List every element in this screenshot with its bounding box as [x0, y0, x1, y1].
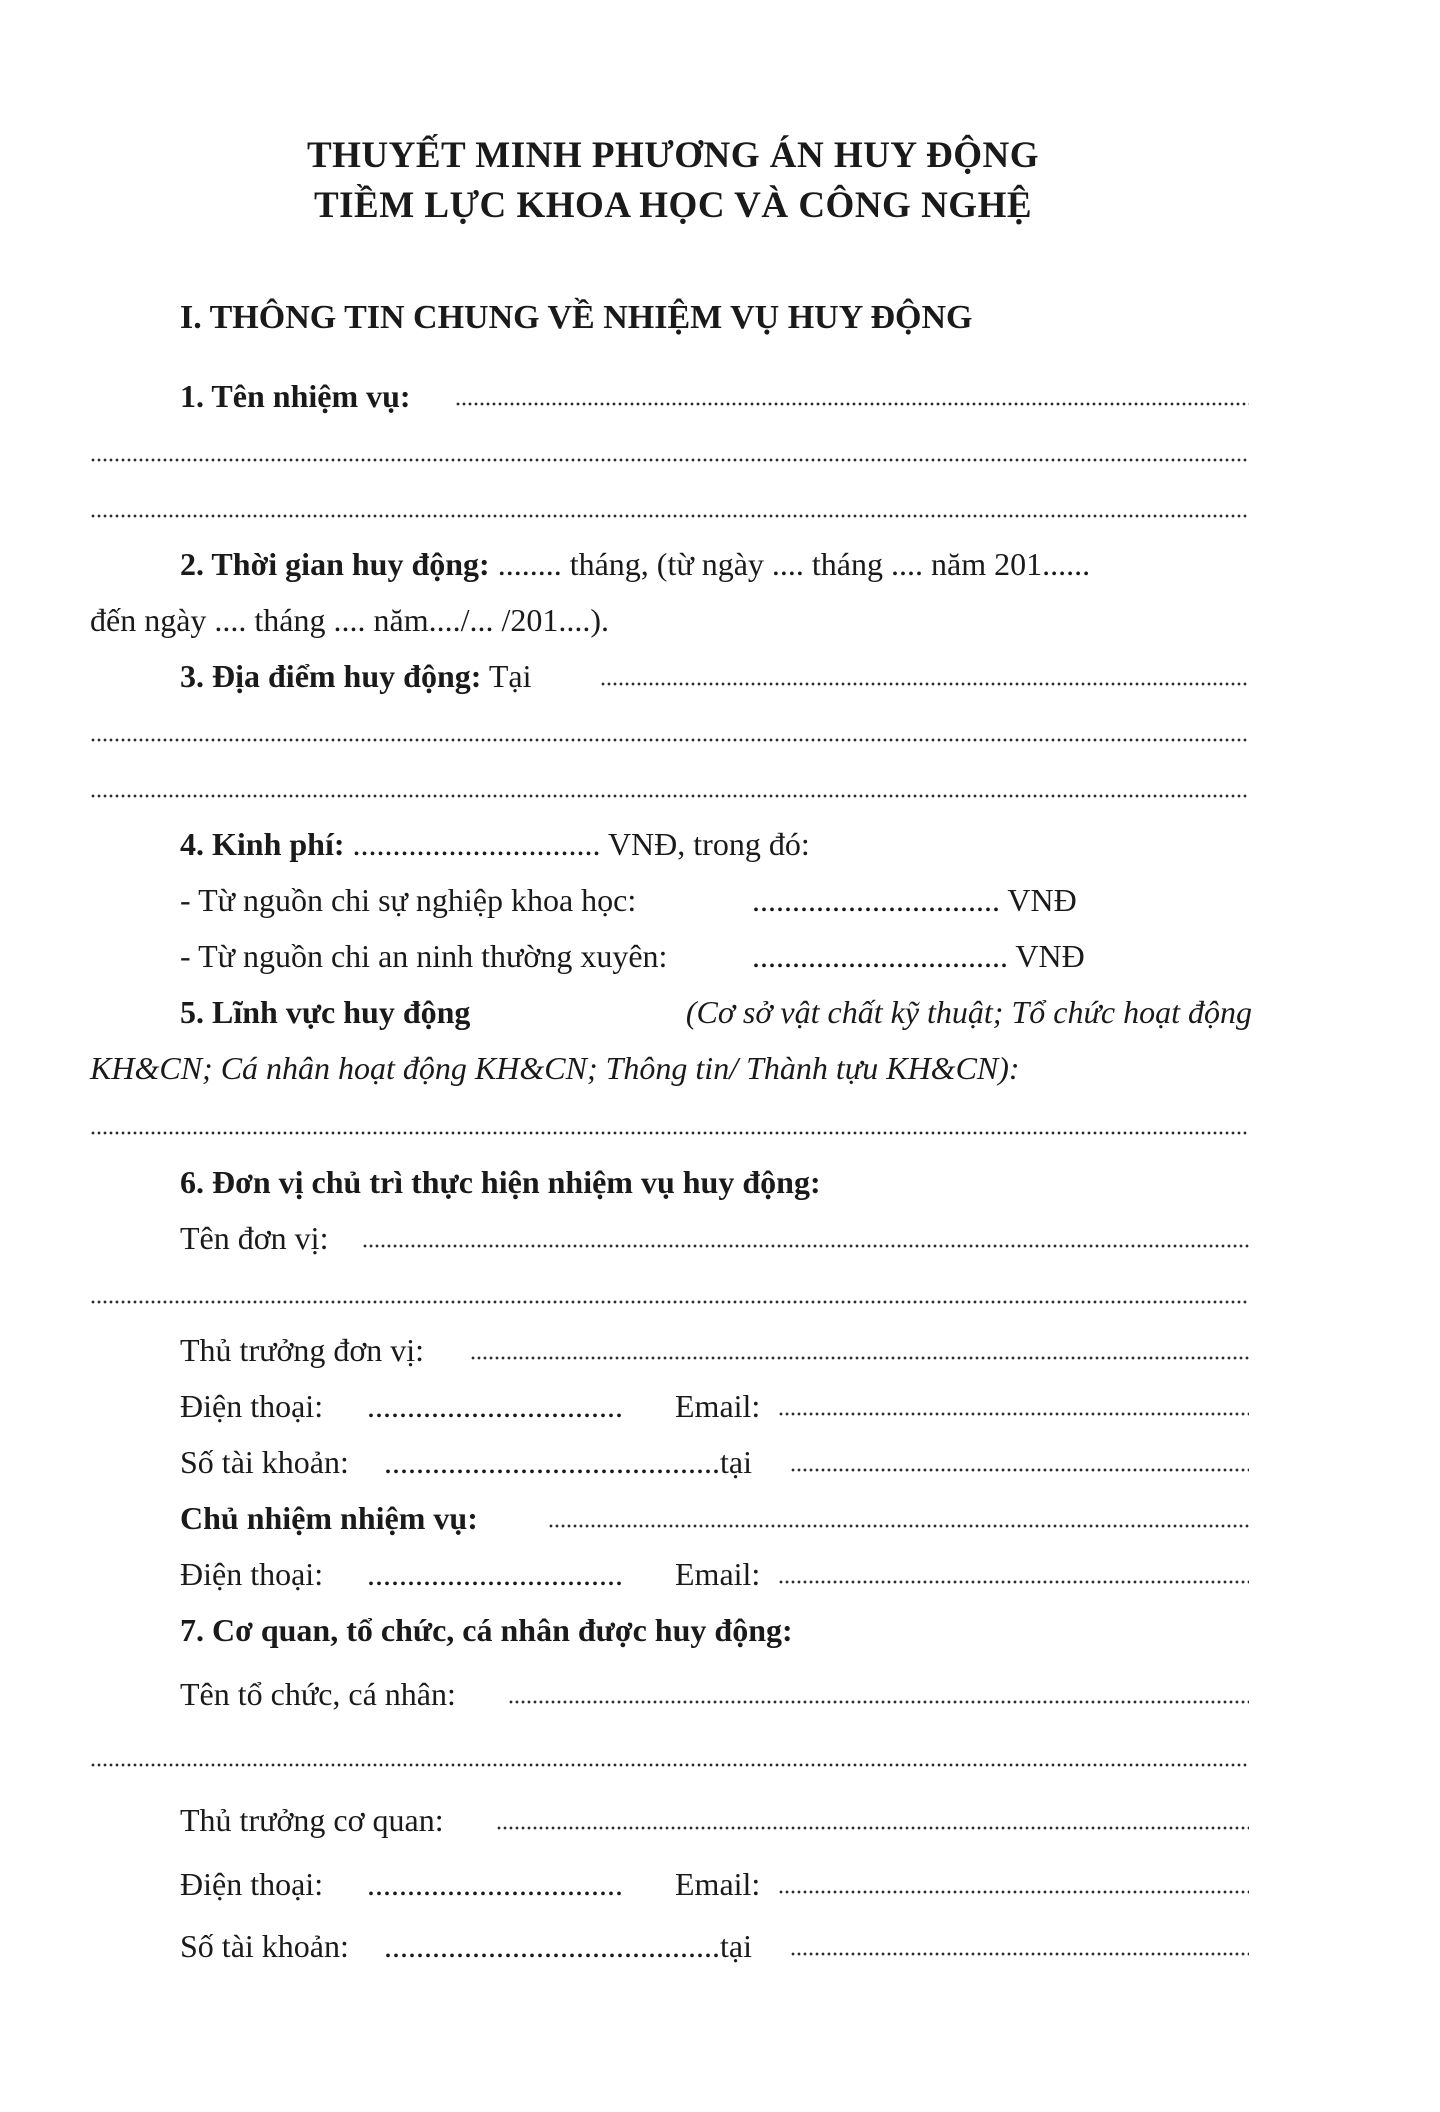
- item6-phone-dots: ................................: [367, 1388, 623, 1424]
- item6-email: Email:: [675, 1388, 761, 1424]
- document-title-line1: THUYẾT MINH PHƯƠNG ÁN HUY ĐỘNG: [306, 135, 1040, 176]
- dotted-line: [362, 1243, 1249, 1249]
- item4-sub1: - Từ nguồn chi sự nghiệp khoa học:: [180, 882, 637, 918]
- item6-unit-name: Tên đơn vị:: [180, 1220, 329, 1256]
- dotted-line: [90, 737, 1249, 743]
- dotted-line: [90, 513, 1249, 519]
- dotted-line: [600, 681, 1249, 687]
- item7-label: 7. Cơ quan, tổ chức, cá nhân được huy động:: [180, 1612, 793, 1648]
- item6-account: Số tài khoản:: [180, 1444, 349, 1480]
- dotted-line: [548, 1523, 1249, 1529]
- item4-label: 4. Kinh phí:: [180, 826, 345, 862]
- item6-leader-label: Chủ nhiệm nhiệm vụ:: [180, 1500, 478, 1536]
- item4-sub2: - Từ nguồn chi an ninh thường xuyên:: [180, 938, 668, 974]
- item6-leader-email: Email:: [675, 1556, 761, 1592]
- item7-head: Thủ trưởng cơ quan:: [180, 1802, 444, 1838]
- dotted-line: [790, 1951, 1249, 1957]
- dotted-line: [778, 1411, 1249, 1417]
- dotted-line: [496, 1825, 1249, 1831]
- item2-line: [180, 544, 1090, 584]
- item6-account-dots: ..........................................tại: [384, 1444, 752, 1480]
- item2-continuation: đến ngày .... tháng .... năm..../... /201....).: [90, 602, 610, 638]
- item6-phone: Điện thoại:: [180, 1388, 324, 1424]
- item3-text: Tại: [488, 658, 532, 694]
- item4-sub1-value: ............................... VNĐ: [752, 882, 1077, 918]
- item7-phone: Điện thoại:: [180, 1866, 324, 1902]
- item2-label: 2. Thời gian huy động:: [180, 546, 490, 582]
- item7-account-dots: ..........................................tại: [384, 1928, 752, 1964]
- item3-label: 3. Địa điểm huy động:: [180, 658, 482, 694]
- dotted-line: [508, 1699, 1249, 1705]
- dotted-line: [470, 1355, 1249, 1361]
- item6-head: Thủ trưởng đơn vị:: [180, 1332, 425, 1368]
- item4-line: [180, 824, 810, 864]
- dotted-line: [90, 457, 1249, 463]
- item6-leader-phone: Điện thoại:: [180, 1556, 324, 1592]
- dotted-line: [778, 1889, 1249, 1895]
- dotted-line: [90, 793, 1249, 799]
- dotted-line: [790, 1467, 1249, 1473]
- dotted-line: [90, 1762, 1249, 1768]
- item2-text: ........ tháng, (từ ngày .... tháng .... năm 201......: [497, 546, 1091, 582]
- item6-leader-phone-dots: ................................: [367, 1556, 623, 1592]
- item5-label: 5. Lĩnh vực huy động: [180, 994, 471, 1030]
- item5-line: [180, 992, 1252, 1032]
- item4-text: ............................... VNĐ, trong đó:: [352, 826, 810, 862]
- item7-phone-dots: ................................: [367, 1866, 623, 1902]
- item5-italic-a: (Cơ sở vật chất kỹ thuật; Tổ chức hoạt động: [685, 994, 1252, 1030]
- dotted-line: [455, 401, 1249, 407]
- item6-label: 6. Đơn vị chủ trì thực hiện nhiệm vụ huy động:: [180, 1164, 821, 1200]
- item5-italic-b: KH&CN; Cá nhân hoạt động KH&CN; Thông tin/ Thành tựu KH&CN):: [90, 1050, 1020, 1086]
- document-title-line2: TIỀM LỰC KHOA HỌC VÀ CÔNG NGHỆ: [313, 185, 1033, 226]
- item4-sub2-value: ................................ VNĐ: [752, 938, 1085, 974]
- dotted-line: [778, 1579, 1249, 1585]
- item7-org-name: Tên tổ chức, cá nhân:: [180, 1676, 456, 1712]
- item7-email: Email:: [675, 1866, 761, 1902]
- item3-line: [180, 656, 531, 696]
- item7-account: Số tài khoản:: [180, 1928, 349, 1964]
- item1-label: 1. Tên nhiệm vụ:: [180, 378, 411, 414]
- dotted-line: [90, 1299, 1249, 1305]
- dotted-line: [90, 1130, 1249, 1136]
- section-heading: I. THÔNG TIN CHUNG VỀ NHIỆM VỤ HUY ĐỘNG: [180, 299, 973, 336]
